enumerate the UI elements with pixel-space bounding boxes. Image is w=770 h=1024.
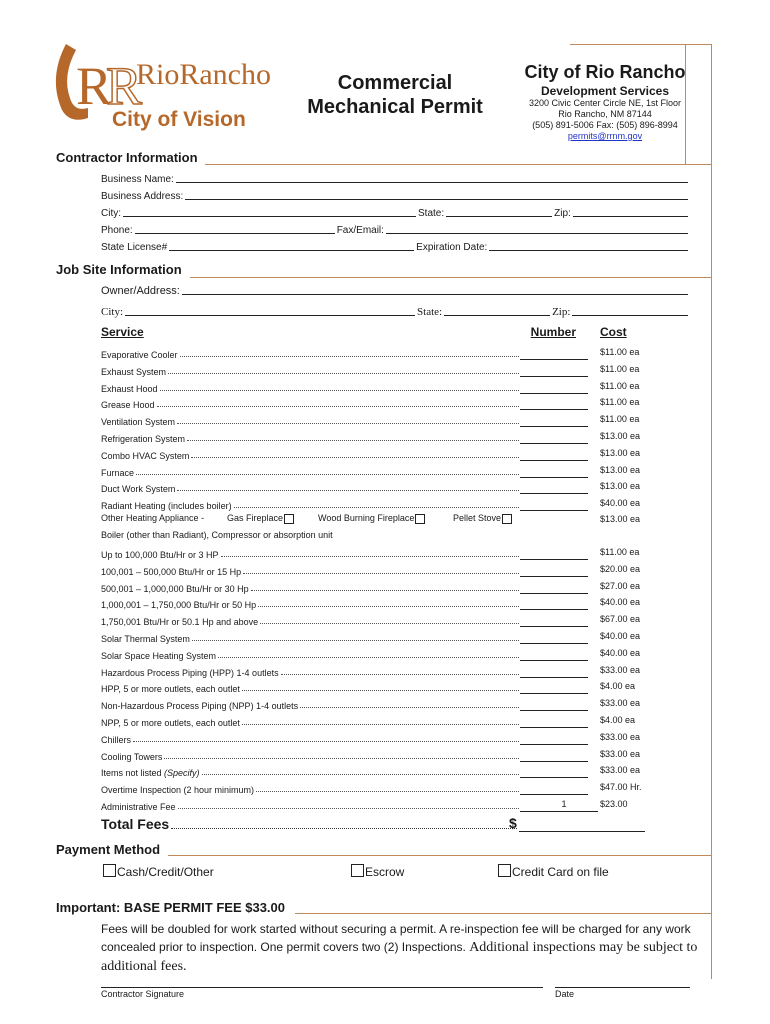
service-row: [101, 781, 519, 795]
service-column-header: Service: [101, 325, 144, 339]
service-row: [101, 647, 519, 661]
wood-fireplace-label: Wood Burning Fireplace: [318, 513, 415, 523]
city-name: City of Rio Rancho: [524, 62, 686, 82]
pellet-stove-checkbox[interactable]: [502, 514, 512, 524]
cash-checkbox[interactable]: [103, 864, 116, 877]
zip-label: Zip:: [554, 208, 571, 219]
service-cost: $27.00 ea: [600, 580, 641, 591]
service-cost: $33.00 ea: [600, 731, 641, 742]
service-label: Refrigeration System: [101, 434, 186, 444]
service-label: Combo HVAC System: [101, 450, 190, 461]
service-number-field[interactable]: [520, 681, 588, 694]
service-number-field[interactable]: [520, 414, 588, 427]
boiler-note: Boiler (other than Radiant), Compressor or absorption unit: [101, 530, 333, 540]
number-column-header: Number: [530, 325, 576, 339]
service-label: HPP, 5 or more outlets, each outlet: [101, 684, 240, 695]
service-cost: $33.00 ea: [600, 664, 641, 675]
service-number-field[interactable]: [520, 665, 588, 678]
payment-cash-option[interactable]: [103, 864, 214, 879]
service-row: [101, 580, 519, 594]
service-number-field[interactable]: [520, 648, 588, 661]
total-fees-label: Total Fees: [101, 816, 170, 832]
service-label: NPP, 5 or more outlets, each outlet: [101, 718, 240, 728]
service-label: 1,750,001 Btu/Hr or 50.1 Hp and above: [101, 617, 259, 628]
service-label: Furnace: [101, 467, 135, 478]
service-cost: $13.00 ea: [600, 481, 641, 492]
service-label: Solar Thermal System: [101, 634, 190, 644]
department-name: Development Services: [540, 84, 670, 98]
frame-top-rule-2: [590, 44, 712, 45]
service-number-field[interactable]: [520, 448, 588, 461]
jobsite-zip-label: Zip:: [552, 306, 571, 318]
service-number-field[interactable]: [520, 431, 588, 444]
payment-heading: Payment Method: [56, 842, 161, 857]
service-number-field[interactable]: [520, 597, 588, 610]
service-number-field[interactable]: [520, 614, 588, 627]
signature-label: Contractor Signature: [101, 989, 185, 999]
service-number-field[interactable]: [520, 381, 588, 394]
important-text-1: Fees will be doubled for work started without securing a permit. A re-inspection fee will be charged for any work concealed prior to inspection. One permit covers two (2) Inspections.: [101, 922, 691, 954]
total-fees-field[interactable]: [519, 830, 645, 832]
service-cost: $11.00 ea: [600, 363, 640, 374]
service-label: Exhaust Hood: [101, 383, 158, 394]
service-leader-dots: [242, 690, 519, 691]
gas-fireplace-option[interactable]: [227, 513, 294, 524]
service-number-field[interactable]: [520, 749, 588, 762]
other-heating-row: [101, 513, 204, 523]
phone-row: [101, 222, 690, 236]
escrow-label: Escrow: [365, 865, 405, 879]
state-field[interactable]: [446, 206, 552, 217]
business-address-row: [101, 188, 690, 202]
logo-wordmark: RioRancho: [136, 58, 271, 91]
service-row: [101, 546, 519, 560]
service-cost: $13.00 ea: [600, 447, 641, 458]
service-leader-dots: [178, 808, 519, 809]
logo-tagline: City of Vision: [112, 108, 246, 131]
service-cost: $11.00 ea: [600, 347, 640, 357]
service-label: Items not listed (Specify): [101, 768, 200, 779]
service-label: Evaporative Cooler: [101, 350, 178, 360]
phone-fax: (505) 891-5006 Fax: (505) 896-8994: [532, 120, 678, 130]
form-title-line2: Mechanical Permit: [307, 96, 483, 118]
service-leader-dots: [258, 606, 519, 607]
license-label: State License#: [101, 242, 168, 253]
expiration-label: Expiration Date:: [416, 242, 488, 253]
service-label: Administrative Fee: [101, 802, 176, 812]
contractor-rule: [205, 164, 712, 165]
card-checkbox[interactable]: [498, 864, 511, 877]
service-number-field[interactable]: [520, 481, 588, 494]
service-leader-dots: [242, 724, 519, 725]
service-leader-dots: [221, 556, 519, 557]
service-row: [101, 363, 519, 377]
owner-address-row: [101, 283, 690, 297]
cash-label: Cash/Credit/Other: [117, 865, 214, 879]
fax-email-label: Fax/Email:: [336, 225, 384, 236]
phone-field[interactable]: [135, 223, 335, 234]
service-leader-dots: [300, 707, 519, 708]
service-row: [101, 714, 519, 728]
service-number-field[interactable]: [520, 581, 588, 594]
service-row: [101, 413, 519, 427]
total-fees-dots: [171, 828, 517, 829]
service-number-field[interactable]: [520, 498, 588, 511]
fax-email-field[interactable]: [386, 223, 688, 234]
service-number-field[interactable]: 1: [520, 799, 598, 812]
business-name-label: Business Name:: [101, 174, 174, 185]
service-cost: $11.00 ea: [600, 547, 640, 557]
service-number-field[interactable]: [520, 364, 588, 377]
service-row: [101, 596, 519, 610]
service-row: [101, 748, 519, 762]
service-label: Radiant Heating (includes boiler): [101, 501, 232, 512]
jobsite-zip-field[interactable]: [572, 305, 688, 316]
other-heating-label: Other Heating Appliance -: [101, 513, 205, 523]
service-leader-dots: [177, 423, 519, 424]
service-row: [101, 497, 519, 511]
service-row: [101, 697, 519, 711]
service-cost: $40.00 ea: [600, 498, 641, 509]
important-rule: [295, 913, 712, 914]
pellet-stove-label: Pellet Stove: [453, 513, 502, 523]
service-leader-dots: [243, 573, 519, 574]
payment-rule: [168, 855, 712, 856]
service-cost: $13.00 ea: [600, 431, 641, 441]
owner-address-label: Owner/Address:: [101, 285, 180, 297]
business-address-field[interactable]: [185, 189, 688, 200]
service-row: [101, 430, 519, 444]
service-leader-dots: [251, 590, 519, 591]
phone-label: Phone:: [101, 225, 133, 236]
contractor-heading: Contractor Information: [56, 150, 198, 165]
service-row: [101, 680, 519, 694]
service-leader-dots: [260, 623, 519, 624]
date-line[interactable]: [555, 987, 690, 988]
cost-column-header: Cost: [600, 325, 627, 339]
jobsite-rule: [190, 277, 712, 278]
service-number-field[interactable]: [520, 698, 588, 711]
service-cost: $11.00 ea: [600, 414, 640, 425]
service-row: [101, 630, 519, 644]
expiration-field[interactable]: [489, 240, 688, 251]
svg-text:R: R: [76, 56, 113, 116]
service-label: 1,000,001 – 1,750,000 Btu/Hr or 50 Hp: [101, 600, 257, 611]
service-label: Cooling Towers: [101, 751, 163, 762]
service-label: Overtime Inspection (2 hour minimum): [101, 785, 255, 796]
service-number-field[interactable]: [520, 782, 588, 795]
other-heating-cost: $13.00 ea: [600, 514, 641, 524]
important-heading: Important: BASE PERMIT FEE $33.00: [56, 900, 285, 915]
service-cost: $40.00 ea: [600, 631, 641, 641]
email-link[interactable]: permits@rrnm.gov: [567, 131, 643, 141]
jobsite-city-row: [101, 304, 690, 318]
service-row: [101, 731, 519, 745]
service-row: [101, 798, 519, 812]
service-leader-dots: [256, 791, 519, 792]
gas-fireplace-label: Gas Fireplace: [227, 513, 284, 523]
service-cost: $4.00 ea: [600, 715, 636, 725]
service-label: Up to 100,000 Btu/Hr or 3 HP: [101, 550, 219, 560]
service-row: [101, 464, 519, 478]
service-row: [101, 396, 519, 410]
service-leader-dots: [177, 490, 519, 491]
service-leader-dots: [202, 774, 519, 775]
service-leader-dots: [160, 390, 519, 391]
service-label: Duct Work System: [101, 484, 176, 495]
service-cost: $47.00 Hr.: [600, 782, 642, 793]
service-row: [101, 664, 519, 678]
service-leader-dots: [191, 457, 519, 458]
service-leader-dots: [180, 356, 519, 357]
service-cost: $33.00 ea: [600, 765, 641, 776]
service-cost: $23.00: [600, 799, 628, 809]
service-leader-dots: [192, 640, 519, 641]
service-number-field[interactable]: [520, 347, 588, 360]
service-number-field[interactable]: [520, 732, 588, 745]
wood-fireplace-option[interactable]: [318, 513, 425, 524]
pellet-stove-option[interactable]: [453, 513, 512, 524]
service-leader-dots: [218, 657, 519, 658]
service-cost: $4.00 ea: [600, 681, 636, 692]
service-leader-dots: [281, 674, 519, 675]
service-leader-dots: [234, 507, 519, 508]
service-number-field[interactable]: [520, 765, 588, 778]
license-field[interactable]: [169, 240, 414, 251]
city-field[interactable]: [123, 206, 416, 217]
service-label: Chillers: [101, 734, 132, 745]
service-row: [101, 764, 519, 778]
city-logo: [48, 38, 271, 138]
signature-line[interactable]: [101, 987, 543, 988]
jobsite-city-field[interactable]: [125, 305, 415, 316]
wood-fireplace-checkbox[interactable]: [415, 514, 425, 524]
service-row: [101, 613, 519, 627]
total-dollar-sign: $: [509, 815, 517, 831]
service-row: [101, 563, 519, 577]
service-cost: $13.00 ea: [600, 464, 641, 475]
important-text: [101, 920, 701, 976]
state-label: State:: [418, 208, 445, 219]
service-leader-dots: [157, 406, 519, 407]
service-label: Grease Hood: [101, 400, 155, 411]
service-number-field[interactable]: [520, 631, 588, 644]
business-name-row: [101, 171, 690, 185]
payment-escrow-option[interactable]: [351, 864, 404, 879]
jobsite-heading: Job Site Information: [56, 262, 182, 277]
service-number-field[interactable]: [520, 564, 588, 577]
service-label: 500,001 – 1,000,000 Btu/Hr or 30 Hp: [101, 583, 249, 594]
service-cost: $67.00 ea: [600, 614, 641, 625]
contractor-city-row: [101, 205, 690, 219]
service-number-field[interactable]: [520, 465, 588, 478]
service-number-field[interactable]: [520, 715, 588, 728]
service-leader-dots: [168, 373, 519, 374]
business-address-label: Business Address:: [101, 191, 184, 202]
service-number-field[interactable]: [520, 397, 588, 410]
service-cost: $33.00 ea: [600, 698, 641, 709]
date-label: Date: [555, 989, 575, 999]
card-label: Credit Card on file: [512, 865, 609, 879]
jobsite-state-field[interactable]: [444, 305, 550, 316]
service-row: [101, 346, 519, 360]
service-label: Hazardous Process Piping (HPP) 1-4 outlets: [101, 667, 279, 678]
service-label: 100,001 – 500,000 Btu/Hr or 15 Hp: [101, 566, 242, 577]
license-row: [101, 239, 690, 253]
service-leader-dots: [187, 440, 519, 441]
service-row: [101, 480, 519, 494]
form-title-line1: Commercial: [337, 72, 453, 94]
service-number-field[interactable]: [520, 547, 588, 560]
service-leader-dots: [136, 474, 519, 475]
service-label: Ventilation System: [101, 417, 176, 428]
address-line2: Rio Rancho, NM 87144: [558, 109, 652, 119]
address-line1: 3200 Civic Center Circle NE, 1st Floor: [528, 98, 682, 108]
service-label: Non-Hazardous Process Piping (NPP) 1-4 outlets: [101, 701, 299, 712]
city-label: City:: [101, 208, 121, 219]
service-leader-dots: [133, 741, 519, 742]
service-row: [101, 447, 519, 461]
escrow-checkbox[interactable]: [351, 864, 364, 877]
service-cost: $40.00 ea: [600, 597, 641, 608]
service-leader-dots: [164, 758, 519, 759]
zip-field[interactable]: [573, 206, 688, 217]
svg-text:R: R: [106, 56, 143, 116]
service-cost: $20.00 ea: [600, 563, 641, 574]
jobsite-state-label: State:: [417, 306, 443, 318]
service-cost: $11.00 ea: [600, 397, 640, 408]
service-cost: $40.00 ea: [600, 647, 641, 658]
service-cost: $11.00 ea: [600, 380, 640, 391]
business-name-field[interactable]: [176, 172, 688, 183]
gas-fireplace-checkbox[interactable]: [284, 514, 294, 524]
important-text-2: Additional inspections may be subject to additional fees.: [101, 940, 698, 974]
payment-card-option[interactable]: [498, 864, 609, 879]
frame-right-rule-2: [711, 44, 712, 979]
jobsite-city-label: City:: [101, 306, 124, 318]
service-row: [101, 380, 519, 394]
owner-address-field[interactable]: [182, 284, 688, 295]
service-label: Solar Space Heating System: [101, 650, 217, 661]
service-label: Exhaust System: [101, 366, 167, 377]
service-cost: $33.00 ea: [600, 748, 641, 759]
total-fees-row: [101, 815, 517, 832]
